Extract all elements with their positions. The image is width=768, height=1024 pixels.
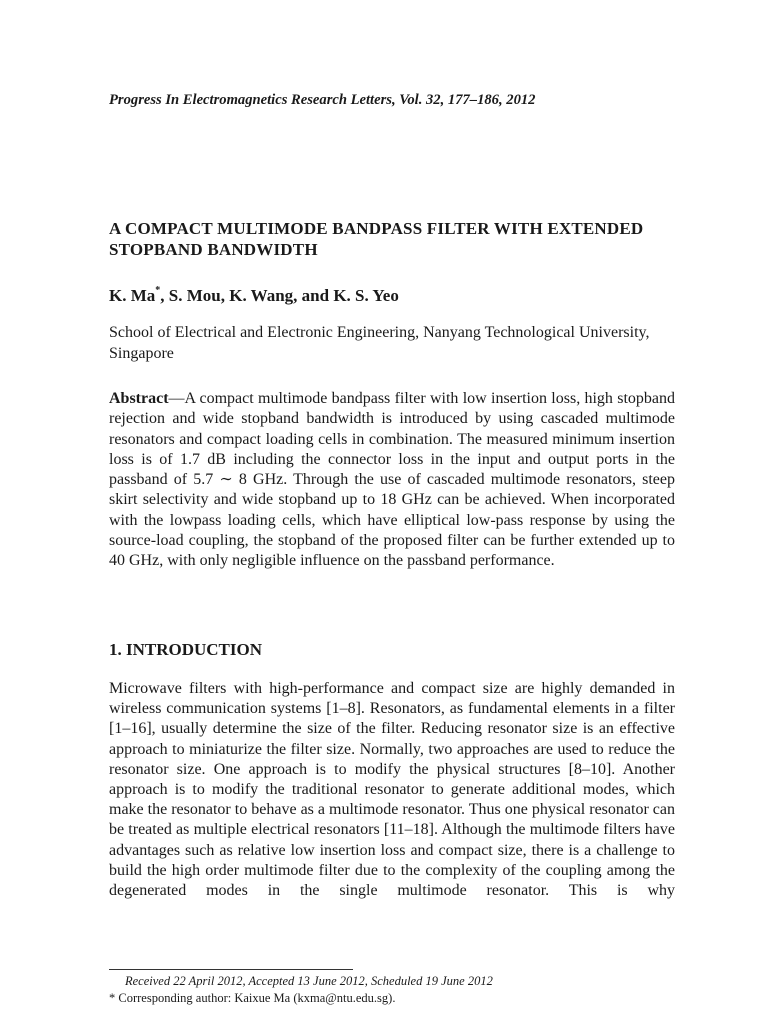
- abstract-label: Abstract: [109, 390, 169, 407]
- corresponding-author-mark: *: [155, 285, 161, 296]
- other-authors: , S. Mou, K. Wang, and K. S. Yeo: [160, 286, 399, 305]
- received-dates: Received 22 April 2012, Accepted 13 June 2012, Scheduled 19 June 2012: [125, 974, 493, 988]
- affiliation: School of Electrical and Electronic Engineering, Nanyang Technological University, Singapore: [109, 324, 650, 362]
- journal-citation: Progress In Electromagnetics Research Letters, Vol. 32, 177–186, 2012: [109, 92, 536, 108]
- corresponding-author-note: * Corresponding author: Kaixue Ma (kxma@ntu.edu.sg).: [109, 991, 396, 1005]
- first-author: K. Ma: [109, 286, 156, 305]
- footnote-divider: [109, 969, 353, 970]
- abstract-text: —A compact multimode bandpass filter with low insertion loss, high stopband rejection and wide stopband bandwidth is introduced by using cascaded multimode resonators and compact loading cells in combination. The measured minimum insertion loss is of 1.7 dB including the connector loss in the input and output ports in the passband of 5.7 ∼ 8 GHz. Through the use of cascaded multimode resonators, steep skirt selectivity and wide stopband up to 18 GHz can be achieved. When incorporated with the lowpass loading cells, which have elliptical low-pass response by using the source-load coupling, the stopband of the proposed filter can be further extended up to 40 GHz, with only negligible influence on the passband performance.: [109, 390, 675, 570]
- paper-title: A COMPACT MULTIMODE BANDPASS FILTER WITH EXTENDED STOPBAND BANDWIDTH: [109, 219, 644, 259]
- introduction-paragraph: Microwave filters with high-performance and compact size are highly demanded in wireless communication systems [1–8]. Resonators, as fundamental elements in a filter [1–16], usually determine the size of the filter. Reducing resonator size is an effective approach to miniaturize the filter size. Normally, two approaches are used to reduce the resonator size. One approach is to modify the physical structures [8–10]. Another approach is to modify the traditional resonator to generate additional modes, which make the resonator to behave as a multimode resonator. Thus one physical resonator can be treated as multiple electrical resonators [11–18]. Although the multimode filters have advantages such as relative low insertion loss and compact size, there is a challenge to build the high order multimode filter due to the complexity of the coupling among the degenerated modes in the single multimode resonator. This is why: [109, 680, 675, 900]
- abstract: [109, 389, 675, 572]
- section-heading-introduction: 1. INTRODUCTION: [109, 640, 263, 659]
- author-list: [109, 286, 675, 306]
